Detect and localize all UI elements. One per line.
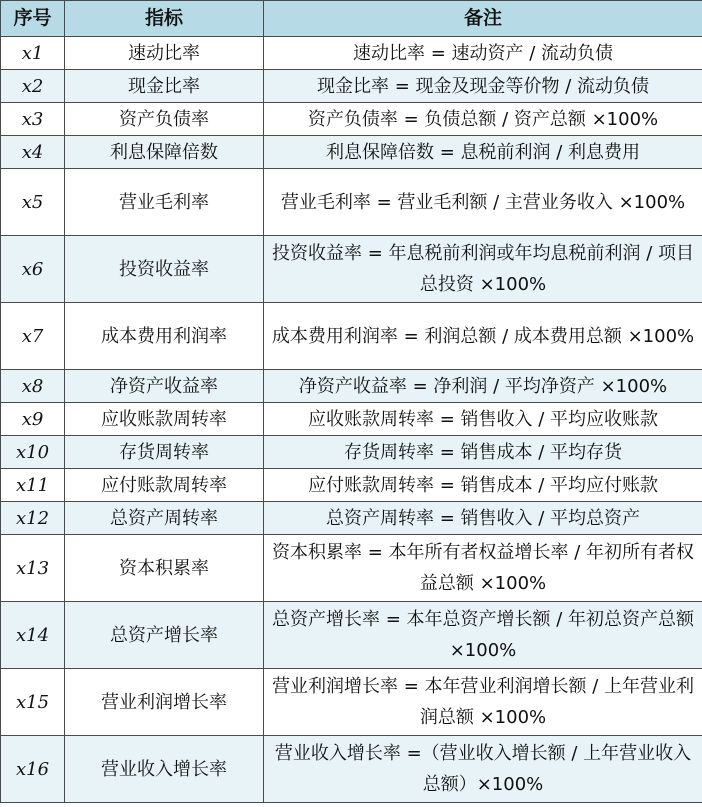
table-row	[1, 469, 702, 502]
row-metric: 资本积累率	[65, 535, 264, 602]
row-metric: 营业利润增长率	[65, 669, 264, 736]
row-note: 投资收益率 = 年息税前利润或年均息税前利润 / 项目总投资 ×100%	[264, 236, 702, 303]
table-row	[1, 70, 702, 103]
row-note: 净资产收益率 = 净利润 / 平均净资产 ×100%	[264, 370, 702, 403]
row-index: x7	[1, 303, 65, 370]
table-row	[1, 669, 702, 736]
row-index: x2	[1, 70, 65, 103]
row-index: x9	[1, 403, 65, 436]
table-row	[1, 736, 702, 803]
table-row	[1, 103, 702, 136]
row-index: x14	[1, 602, 65, 669]
row-index: x3	[1, 103, 65, 136]
row-index: x16	[1, 736, 65, 803]
row-note: 总资产周转率 = 销售收入 / 平均总资产	[264, 502, 702, 535]
row-index: x15	[1, 669, 65, 736]
row-note: 存货周转率 = 销售成本 / 平均存货	[264, 436, 702, 469]
table-row	[1, 37, 702, 70]
row-index: x12	[1, 502, 65, 535]
row-index: x4	[1, 136, 65, 169]
row-metric: 投资收益率	[65, 236, 264, 303]
row-index: x8	[1, 370, 65, 403]
row-metric: 营业收入增长率	[65, 736, 264, 803]
table-row	[1, 303, 702, 370]
table-row	[1, 502, 702, 535]
row-note: 应收账款周转率 = 销售收入 / 平均应收账款	[264, 403, 702, 436]
row-note: 速动比率 = 速动资产 / 流动负债	[264, 37, 702, 70]
table-row	[1, 370, 702, 403]
table-row	[1, 236, 702, 303]
row-metric: 利息保障倍数	[65, 136, 264, 169]
header-note: 备注	[264, 1, 702, 37]
row-metric: 总资产增长率	[65, 602, 264, 669]
row-index: x6	[1, 236, 65, 303]
row-note: 总资产增长率 = 本年总资产增长额 / 年初总资产总额 ×100%	[264, 602, 702, 669]
row-note: 资产负债率 = 负债总额 / 资产总额 ×100%	[264, 103, 702, 136]
row-index: x13	[1, 535, 65, 602]
row-metric: 总资产周转率	[65, 502, 264, 535]
row-metric: 速动比率	[65, 37, 264, 70]
row-metric: 应收账款周转率	[65, 403, 264, 436]
row-note: 营业收入增长率 =（营业收入增长额 / 上年营业收入总额）×100%	[264, 736, 702, 803]
row-note: 现金比率 = 现金及现金等价物 / 流动负债	[264, 70, 702, 103]
row-note: 营业利润增长率 = 本年营业利润增长额 / 上年营业利润总额 ×100%	[264, 669, 702, 736]
header-index: 序号	[1, 1, 65, 37]
row-note: 成本费用利润率 = 利润总额 / 成本费用总额 ×100%	[264, 303, 702, 370]
row-note: 营业毛利率 = 营业毛利额 / 主营业务收入 ×100%	[264, 169, 702, 236]
table-header-row	[1, 1, 702, 37]
row-metric: 存货周转率	[65, 436, 264, 469]
row-index: x5	[1, 169, 65, 236]
row-index: x11	[1, 469, 65, 502]
row-metric: 现金比率	[65, 70, 264, 103]
row-metric: 应付账款周转率	[65, 469, 264, 502]
table-row	[1, 403, 702, 436]
row-metric: 资产负债率	[65, 103, 264, 136]
row-index: x1	[1, 37, 65, 70]
table-row	[1, 136, 702, 169]
table-row	[1, 436, 702, 469]
row-note: 应付账款周转率 = 销售成本 / 平均应付账款	[264, 469, 702, 502]
row-index: x10	[1, 436, 65, 469]
row-metric: 成本费用利润率	[65, 303, 264, 370]
row-note: 利息保障倍数 = 息税前利润 / 利息费用	[264, 136, 702, 169]
table-row	[1, 535, 702, 602]
row-metric: 净资产收益率	[65, 370, 264, 403]
header-metric: 指标	[65, 1, 264, 37]
row-metric: 营业毛利率	[65, 169, 264, 236]
table-row	[1, 602, 702, 669]
table-row	[1, 169, 702, 236]
row-note: 资本积累率 = 本年所有者权益增长率 / 年初所有者权益总额 ×100%	[264, 535, 702, 602]
